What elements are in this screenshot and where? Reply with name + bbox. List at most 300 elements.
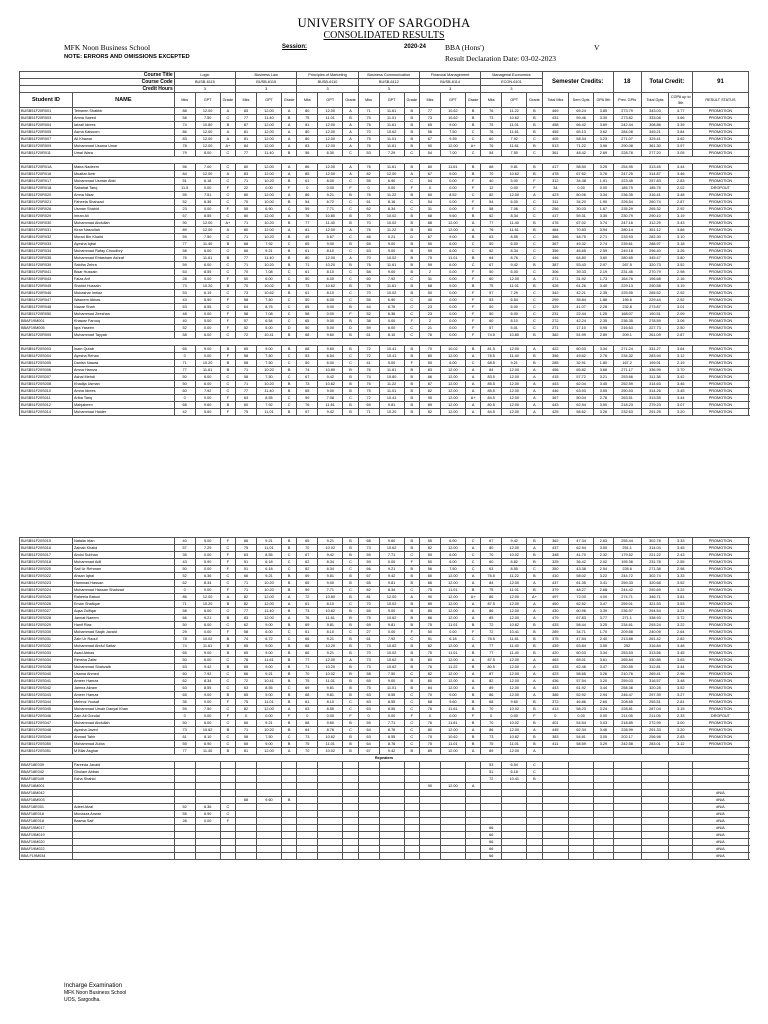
score-cell: 11.22 bbox=[502, 573, 527, 580]
score-cell: 68 bbox=[358, 269, 379, 276]
score-cell: C bbox=[282, 360, 297, 367]
score-cell: B bbox=[343, 346, 358, 353]
score-cell: A bbox=[527, 608, 542, 615]
score-cell: 12.00 bbox=[502, 409, 527, 416]
score-cell: B bbox=[343, 748, 358, 755]
score-cell: 63.93 bbox=[569, 388, 594, 395]
score-cell: 8.82 bbox=[502, 559, 527, 566]
score-cell: 59 bbox=[358, 720, 379, 727]
score-cell: 22 bbox=[236, 185, 257, 192]
score-cell: B bbox=[220, 636, 235, 643]
score-cell: F bbox=[343, 185, 358, 192]
score-cell: 77 bbox=[236, 388, 257, 395]
score-cell: 6.54 bbox=[256, 318, 281, 325]
c6-grade-header: Grade bbox=[527, 93, 542, 108]
score-cell: F bbox=[465, 178, 480, 185]
score-cell: 3.63 bbox=[669, 657, 693, 664]
score-cell bbox=[465, 839, 480, 846]
score-cell: 2.87 bbox=[669, 199, 693, 206]
score-cell: 6.00 bbox=[256, 276, 281, 283]
score-cell: B bbox=[220, 601, 235, 608]
score-cell: DROPOUT bbox=[693, 185, 749, 192]
score-cell: 11.61 bbox=[195, 367, 220, 374]
score-cell: 12.00 bbox=[256, 192, 281, 199]
score-cell: C bbox=[343, 559, 358, 566]
score-cell: PROMOTION bbox=[693, 566, 749, 573]
score-cell: A bbox=[465, 671, 480, 678]
score-cell bbox=[358, 769, 379, 776]
score-cell: 0.00 bbox=[440, 629, 465, 636]
score-cell: F bbox=[465, 713, 480, 720]
score-cell: PROMOTION bbox=[693, 241, 749, 248]
score-cell: 60 bbox=[174, 388, 195, 395]
score-cell: 89 bbox=[419, 748, 440, 755]
student-row bbox=[20, 720, 749, 727]
score-cell: 49.62 bbox=[569, 353, 594, 360]
score-cell: F bbox=[465, 290, 480, 297]
score-cell bbox=[318, 783, 343, 790]
score-cell bbox=[669, 818, 693, 825]
student-id-cell: BUSB51F20S008 bbox=[20, 381, 73, 388]
score-cell: C bbox=[527, 304, 542, 311]
score-cell: F bbox=[220, 818, 235, 825]
score-cell: 12.00 bbox=[440, 601, 465, 608]
score-cell: 58 bbox=[236, 311, 257, 318]
score-cell: 3.50 bbox=[594, 402, 614, 409]
score-cell: C bbox=[527, 311, 542, 318]
course-6-title: Managerial Economics bbox=[481, 72, 542, 79]
student-name-cell: Muhammad Usama Umar bbox=[72, 143, 174, 150]
score-cell: 71 bbox=[297, 262, 318, 269]
score-cell: B bbox=[282, 573, 297, 580]
score-cell: 0.00 bbox=[195, 818, 220, 825]
score-cell bbox=[404, 769, 419, 776]
score-cell: 3.44 bbox=[594, 685, 614, 692]
score-cell: 3.76 bbox=[594, 171, 614, 178]
score-cell: PROMOTION bbox=[693, 136, 749, 143]
score-cell: 82 bbox=[236, 706, 257, 713]
score-cell: 9.00 bbox=[318, 241, 343, 248]
score-cell: A bbox=[404, 171, 419, 178]
score-cell bbox=[594, 748, 614, 755]
student-row bbox=[20, 650, 749, 657]
score-cell: B bbox=[343, 115, 358, 122]
score-cell: 60 bbox=[236, 402, 257, 409]
score-cell: 0.00 bbox=[440, 713, 465, 720]
score-cell bbox=[297, 853, 318, 860]
score-cell: 9.81 bbox=[318, 573, 343, 580]
course-title-label: Course Title bbox=[20, 72, 175, 79]
score-cell: 84 bbox=[236, 143, 257, 150]
student-name-cell: Maira Nadeem bbox=[72, 164, 174, 171]
score-cell: 7.71 bbox=[379, 552, 404, 559]
score-cell: 0.00 bbox=[440, 297, 465, 304]
score-cell bbox=[542, 769, 568, 776]
score-cell: 12.00 bbox=[256, 615, 281, 622]
score-cell: C bbox=[404, 727, 419, 734]
score-cell bbox=[594, 769, 614, 776]
student-name-cell: Waseem Abbas bbox=[72, 297, 174, 304]
score-cell: 12.00 bbox=[440, 678, 465, 685]
score-cell bbox=[358, 790, 379, 797]
score-cell: 63 bbox=[236, 685, 257, 692]
score-cell: 72 bbox=[481, 776, 502, 783]
score-cell: 41.07 bbox=[569, 304, 594, 311]
score-cell bbox=[236, 769, 257, 776]
score-cell bbox=[404, 839, 419, 846]
score-cell: B bbox=[465, 346, 480, 353]
score-cell bbox=[318, 769, 343, 776]
score-cell bbox=[440, 832, 465, 839]
student-name-cell: Muhammad Saqib Javaid bbox=[72, 629, 174, 636]
score-cell: 65 bbox=[297, 388, 318, 395]
score-cell: 5.90 bbox=[195, 297, 220, 304]
score-cell bbox=[641, 804, 669, 811]
score-cell: 75 bbox=[419, 255, 440, 262]
score-cell: 6.36 bbox=[195, 199, 220, 206]
score-cell: 77 bbox=[236, 255, 257, 262]
student-id-cell: BUSB51F20R007 bbox=[20, 136, 73, 143]
score-cell: 12.00 bbox=[256, 748, 281, 755]
score-cell bbox=[220, 832, 235, 839]
score-cell: 12.00 bbox=[256, 594, 281, 601]
score-cell: 3.41 bbox=[594, 580, 614, 587]
score-cell bbox=[465, 769, 480, 776]
score-cell: 0 bbox=[542, 713, 568, 720]
score-cell: 213.88 bbox=[613, 636, 641, 643]
score-cell: 2.35 bbox=[594, 290, 614, 297]
score-cell: F bbox=[220, 297, 235, 304]
score-cell: 55 bbox=[419, 538, 440, 545]
course-code-label: Course Code bbox=[20, 79, 175, 86]
score-cell: 64.80 bbox=[569, 255, 594, 262]
score-cell: C bbox=[220, 608, 235, 615]
student-row bbox=[20, 388, 749, 395]
score-cell: 9.21 bbox=[256, 671, 281, 678]
score-cell: B bbox=[527, 776, 542, 783]
score-cell bbox=[613, 839, 641, 846]
score-cell: 36.42 bbox=[569, 559, 594, 566]
score-cell: 65 bbox=[236, 643, 257, 650]
score-cell bbox=[404, 832, 419, 839]
score-cell: 190.51 bbox=[641, 311, 669, 318]
score-cell: 66 bbox=[236, 720, 257, 727]
score-cell: 10.02 bbox=[195, 636, 220, 643]
score-cell: 356 bbox=[542, 248, 568, 255]
score-cell: 3.52 bbox=[669, 580, 693, 587]
student-row bbox=[20, 769, 749, 776]
student-name-cell: Muhammad Hassan Shahzad bbox=[72, 587, 174, 594]
score-cell: 9.42 bbox=[379, 573, 404, 580]
score-cell: 228.6 bbox=[613, 566, 641, 573]
score-cell: 12.00 bbox=[502, 601, 527, 608]
score-cell bbox=[594, 776, 614, 783]
score-cell bbox=[569, 797, 594, 804]
score-cell: 6.00 bbox=[318, 360, 343, 367]
score-cell bbox=[236, 783, 257, 790]
score-cell: C bbox=[220, 388, 235, 395]
score-cell bbox=[358, 783, 379, 790]
score-cell: A bbox=[527, 192, 542, 199]
score-cell: 10.80 bbox=[502, 332, 527, 339]
score-cell: 68 bbox=[297, 692, 318, 699]
course-5-credit: 3 bbox=[419, 86, 480, 93]
student-id-cell: BUSB51F20S023 bbox=[20, 580, 73, 587]
score-cell: A bbox=[465, 402, 480, 409]
score-cell: 3.64 bbox=[669, 346, 693, 353]
score-cell: C bbox=[404, 332, 419, 339]
score-cell: #N/A bbox=[693, 811, 749, 818]
score-cell: 0.00 bbox=[256, 185, 281, 192]
score-cell: 282.30 bbox=[641, 234, 669, 241]
score-cell: 6.00 bbox=[440, 559, 465, 566]
score-cell: 12.00 bbox=[502, 402, 527, 409]
student-row bbox=[20, 797, 749, 804]
score-cell: 11.01 bbox=[440, 622, 465, 629]
score-cell bbox=[318, 790, 343, 797]
score-cell bbox=[569, 846, 594, 853]
name-header: NAME bbox=[72, 93, 174, 108]
score-cell: C bbox=[343, 276, 358, 283]
score-cell: 0.00 bbox=[440, 276, 465, 283]
score-cell bbox=[613, 804, 641, 811]
score-cell: 8.10 bbox=[379, 332, 404, 339]
student-row bbox=[20, 206, 749, 213]
score-cell: 0.00 bbox=[440, 311, 465, 318]
student-id-cell: BUSB51F20S028 bbox=[20, 615, 73, 622]
score-cell: 11.61 bbox=[502, 143, 527, 150]
score-cell: 6.18 bbox=[440, 636, 465, 643]
score-cell bbox=[440, 846, 465, 853]
score-cell: 6.00 bbox=[195, 622, 220, 629]
score-cell bbox=[256, 846, 281, 853]
score-cell: C bbox=[220, 178, 235, 185]
score-cell: B bbox=[404, 566, 419, 573]
score-cell: 11.61 bbox=[379, 108, 404, 115]
score-cell: 12.00 bbox=[256, 108, 281, 115]
signatory-location: UOS, Sargodha. bbox=[64, 997, 101, 1003]
student-id-cell: BBAF19M001 bbox=[20, 318, 73, 325]
score-cell: 411 bbox=[542, 741, 568, 748]
student-id-cell: BUSB51F20S003 bbox=[20, 346, 73, 353]
score-cell: A bbox=[343, 143, 358, 150]
score-cell: B bbox=[404, 395, 419, 402]
score-cell: 3.05 bbox=[669, 150, 693, 157]
score-cell: 70 bbox=[236, 283, 257, 290]
score-cell: 426 bbox=[542, 283, 568, 290]
score-cell: PROMOTION bbox=[693, 615, 749, 622]
student-row bbox=[20, 748, 749, 755]
score-cell: 0.00 bbox=[502, 713, 527, 720]
score-cell bbox=[379, 818, 404, 825]
score-cell: 90 bbox=[419, 783, 440, 790]
score-cell: 54 bbox=[419, 178, 440, 185]
score-cell: 69 bbox=[358, 622, 379, 629]
score-cell: 272 bbox=[542, 318, 568, 325]
score-cell: 9.60 bbox=[440, 213, 465, 220]
student-row bbox=[20, 734, 749, 741]
score-cell bbox=[404, 790, 419, 797]
score-cell: B bbox=[404, 108, 419, 115]
score-cell: 10.20 bbox=[256, 381, 281, 388]
score-cell bbox=[465, 818, 480, 825]
score-cell: 58 bbox=[174, 332, 195, 339]
c4-gpt-header: GPT bbox=[379, 93, 404, 108]
score-cell: 67.62 bbox=[569, 171, 594, 178]
score-cell: 0 bbox=[297, 185, 318, 192]
score-cell: 10.02 bbox=[318, 671, 343, 678]
score-cell: 12.00 bbox=[502, 727, 527, 734]
score-cell: 12.00 bbox=[440, 367, 465, 374]
score-cell: 57 bbox=[236, 318, 257, 325]
score-cell: 55 bbox=[236, 206, 257, 213]
score-cell bbox=[440, 839, 465, 846]
score-cell: 3.85 bbox=[594, 108, 614, 115]
score-cell bbox=[440, 790, 465, 797]
score-cell: C bbox=[282, 311, 297, 318]
score-cell: A bbox=[282, 213, 297, 220]
score-cell: B bbox=[404, 192, 419, 199]
score-cell bbox=[693, 776, 749, 783]
score-cell: 73 bbox=[358, 664, 379, 671]
score-cell bbox=[594, 797, 614, 804]
score-cell: 2.16 bbox=[669, 276, 693, 283]
score-cell: 484 bbox=[542, 227, 568, 234]
c1-mks-header: Mks bbox=[174, 93, 195, 108]
student-name-cell: M Bilal Asghar bbox=[72, 748, 174, 755]
course-title-row bbox=[20, 72, 749, 79]
score-cell: 3.20 bbox=[669, 409, 693, 416]
student-name-cell: Abdul Subhan bbox=[72, 552, 174, 559]
score-cell: 75 bbox=[481, 587, 502, 594]
student-id-cell: BUSB51F20R033 bbox=[20, 241, 73, 248]
score-cell: 60 bbox=[419, 192, 440, 199]
score-cell: 6.90 bbox=[379, 297, 404, 304]
score-cell: 12.00 bbox=[256, 171, 281, 178]
score-cell: C bbox=[404, 304, 419, 311]
score-cell: C bbox=[282, 629, 297, 636]
score-cell: 417 bbox=[542, 164, 568, 171]
score-cell: 71 bbox=[236, 587, 257, 594]
score-cell: 10.02 bbox=[379, 213, 404, 220]
student-row bbox=[20, 601, 749, 608]
score-cell bbox=[343, 825, 358, 832]
score-cell: C bbox=[282, 552, 297, 559]
score-cell: 68 bbox=[297, 720, 318, 727]
score-cell: 6.00 bbox=[502, 199, 527, 206]
score-cell: C bbox=[282, 297, 297, 304]
score-cell: 68 bbox=[358, 538, 379, 545]
score-cell: 8.55 bbox=[256, 395, 281, 402]
score-cell bbox=[174, 846, 195, 853]
score-cell bbox=[174, 783, 195, 790]
score-cell: 10.62 bbox=[318, 734, 343, 741]
score-cell: 0.00 bbox=[195, 185, 220, 192]
score-cell: 76 bbox=[419, 706, 440, 713]
score-cell: 83 bbox=[236, 615, 257, 622]
score-cell: 23 bbox=[419, 311, 440, 318]
score-cell: 6.00 bbox=[195, 657, 220, 664]
score-cell: 3.72 bbox=[669, 615, 693, 622]
score-cell: 8.52 bbox=[440, 192, 465, 199]
score-cell: 11.61 bbox=[440, 706, 465, 713]
score-cell: 66 bbox=[481, 825, 502, 832]
score-cell bbox=[358, 797, 379, 804]
score-cell: 8.34 bbox=[318, 566, 343, 573]
score-cell: B bbox=[465, 255, 480, 262]
student-name-cell: Jamna Akram bbox=[72, 685, 174, 692]
score-cell: 58 bbox=[174, 115, 195, 122]
score-cell bbox=[358, 818, 379, 825]
score-cell bbox=[502, 790, 527, 797]
score-cell: B bbox=[282, 671, 297, 678]
student-name-cell: Imran Ali bbox=[72, 213, 174, 220]
score-cell: 48 bbox=[174, 311, 195, 318]
score-cell: B bbox=[404, 136, 419, 143]
score-cell: 10.41 bbox=[379, 395, 404, 402]
score-cell: 231.46 bbox=[613, 269, 641, 276]
score-cell: B bbox=[465, 164, 480, 171]
student-row bbox=[20, 290, 749, 297]
score-cell: 10.20 bbox=[256, 234, 281, 241]
score-cell: 361 bbox=[542, 150, 568, 157]
score-cell: 84 bbox=[481, 367, 502, 374]
score-cell: 422 bbox=[542, 346, 568, 353]
score-cell: 50 bbox=[174, 720, 195, 727]
score-cell bbox=[379, 804, 404, 811]
score-cell bbox=[220, 853, 235, 860]
score-cell: 3.69 bbox=[594, 122, 614, 129]
student-id-cell: BUSB51F20S005 bbox=[20, 360, 73, 367]
score-cell: F bbox=[404, 318, 419, 325]
score-cell bbox=[440, 797, 465, 804]
score-cell: 65 bbox=[236, 346, 257, 353]
student-name-cell: Ayesha Rehan bbox=[72, 353, 174, 360]
score-cell: 11.01 bbox=[440, 587, 465, 594]
score-cell: 1.25 bbox=[594, 311, 614, 318]
course-5-title: Financial Management bbox=[419, 72, 480, 79]
score-cell: C bbox=[220, 381, 235, 388]
score-cell: B bbox=[282, 643, 297, 650]
score-cell: 2.87 bbox=[669, 332, 693, 339]
student-id-cell: BUSB51F20S007 bbox=[20, 374, 73, 381]
score-cell: A bbox=[465, 374, 480, 381]
score-cell bbox=[195, 769, 220, 776]
score-cell bbox=[282, 839, 297, 846]
score-cell: 59 bbox=[297, 587, 318, 594]
score-cell: 9.60 bbox=[318, 720, 343, 727]
student-name-cell bbox=[72, 839, 174, 846]
score-cell: 10.62 bbox=[318, 381, 343, 388]
score-cell: 0.00 bbox=[440, 269, 465, 276]
score-cell: 12.00 bbox=[440, 643, 465, 650]
score-cell: C bbox=[282, 566, 297, 573]
score-cell: 12.00 bbox=[195, 171, 220, 178]
score-cell: 11.61 bbox=[379, 283, 404, 290]
score-cell: C bbox=[343, 587, 358, 594]
score-cell: 3.52 bbox=[669, 685, 693, 692]
score-cell: 73 bbox=[419, 115, 440, 122]
student-id-cell: BUSB51F20S017 bbox=[20, 552, 73, 559]
score-cell: PROMOTION bbox=[693, 402, 749, 409]
score-cell bbox=[542, 776, 568, 783]
score-cell: 236.35 bbox=[613, 318, 641, 325]
score-cell bbox=[256, 839, 281, 846]
score-cell: 285 bbox=[542, 360, 568, 367]
c4-mks-header: Mks bbox=[358, 93, 379, 108]
student-id-cell: BUSB51F20S004 bbox=[20, 353, 73, 360]
score-cell: 9.42 bbox=[502, 262, 527, 269]
